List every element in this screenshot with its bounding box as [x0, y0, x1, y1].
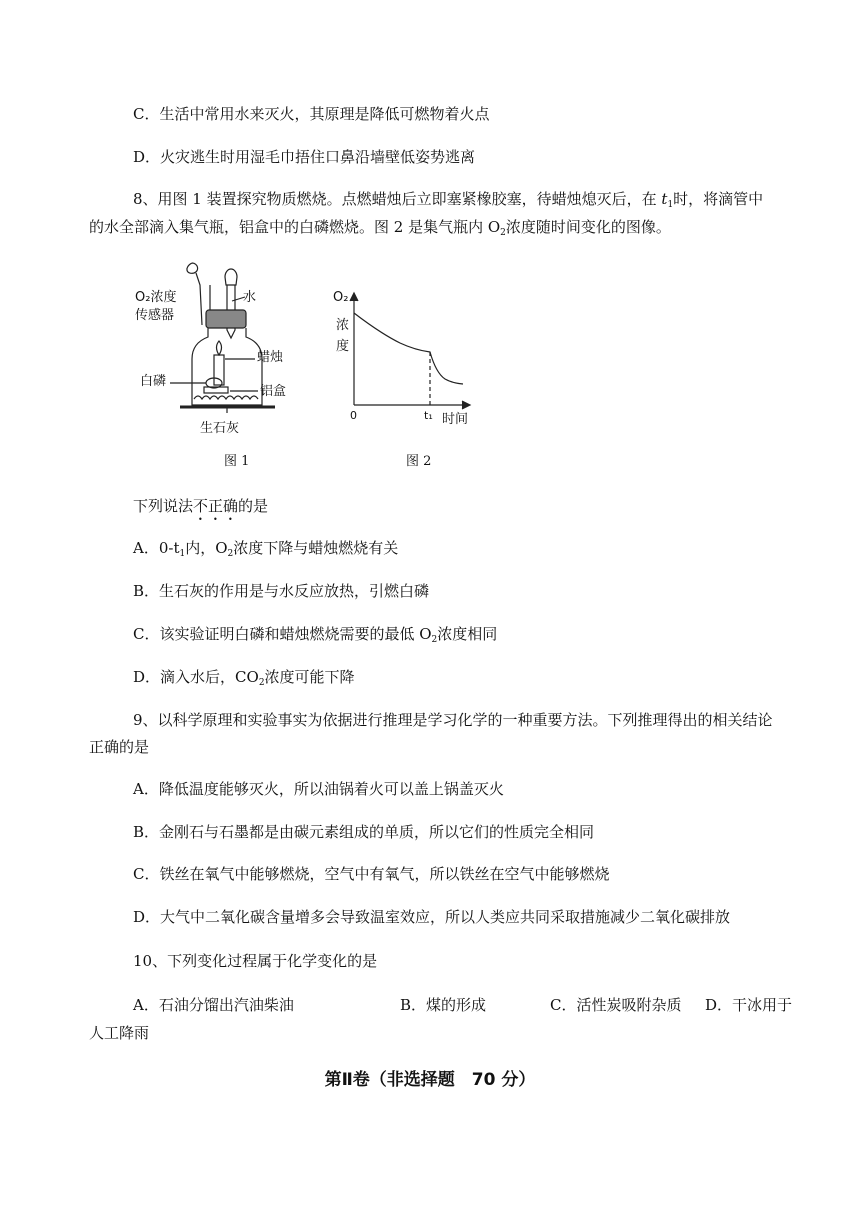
o2-concentration-curve [354, 313, 463, 384]
sensor-label-2: 传感器 [135, 308, 175, 323]
q8-opta-sub1: 1 [179, 549, 186, 559]
q8-opta-sub2: 2 [227, 549, 234, 559]
q8-opta-text-b: 内，O [185, 539, 228, 557]
q10-option-a: A．石油分馏出汽油柴油 [133, 996, 294, 1014]
t1-label: t₁ [424, 409, 433, 422]
q10-stem: 10、下列变化过程属于化学变化的是 [133, 952, 378, 970]
q8-prompt-b: 的是 [238, 497, 269, 515]
q10-option-b: B．煤的形成 [400, 996, 487, 1014]
q8-optc-text-b: 浓度相同 [437, 625, 498, 643]
q8-prompt-a: 下列说法 [133, 497, 194, 515]
q8-optc-text-a: C．该实验证明白磷和蜡烛燃烧需要的最低 O [133, 625, 432, 643]
x-axis-arrow [462, 401, 470, 409]
phosphorus-label: 白磷 [140, 374, 167, 389]
q8-stem2-text-b: 浓度随时间变化的图像。 [505, 218, 671, 236]
q7-option-c: C．生活中常用水来灭火，其原理是降低可燃物着火点 [133, 105, 490, 123]
q8-option-a [133, 538, 398, 564]
q8-stem-text-a: 8、用图 1 装置探究物质燃烧。点燃蜡烛后立即塞紧橡胶塞，待蜡烛熄灭后，在 [133, 190, 662, 208]
aluminum-box-label: 铝盒 [260, 384, 287, 399]
q8-stem2-sub: 2 [500, 228, 506, 238]
rubber-stopper [206, 310, 246, 328]
flame-icon [217, 341, 222, 355]
q10-option-c: C．活性炭吸附杂质 [550, 996, 682, 1014]
y-label-du: 度 [336, 339, 350, 354]
sensor-label-1: O₂浓度 [135, 290, 177, 305]
q8-option-b: B．生石灰的作用是与水反应放热，引燃白磷 [133, 582, 430, 600]
q7-option-d: D．火灾逃生时用湿毛巾捂住口鼻沿墙壁低姿势逃离 [133, 148, 476, 166]
section-title: 第Ⅱ卷（非选择题 70 分） [324, 1070, 536, 1090]
q9-option-b: B．金刚石与石墨都是由碳元素组成的单质，所以它们的性质完全相同 [133, 823, 595, 841]
quicklime-icon [194, 396, 258, 399]
y-label-o2: O₂ [333, 290, 349, 305]
q8-optd-text-a: D．滴入水后，CO [133, 668, 259, 686]
q8-prompt-emphasis: 不正确 [193, 497, 239, 515]
figure-2-labels [333, 290, 468, 469]
y-label-nong: 浓 [336, 318, 350, 333]
q9-option-d: D．大气中二氧化碳含量增多会导致温室效应，所以人类应共同采取措施减少二氧化碳排放 [133, 908, 731, 926]
q9-option-c: C．铁丝在氧气中能够燃烧，空气中有氧气，所以铁丝在空气中能够燃烧 [133, 865, 610, 883]
q8-figures [130, 255, 490, 470]
figure-1-caption: 图 1 [224, 454, 250, 469]
q9-stem-line2: 正确的是 [89, 738, 150, 756]
q8-stem2-text-a: 的水全部滴入集气瓶，铝盒中的白磷燃烧。图 2 是集气瓶内 O [89, 218, 501, 236]
x-label-time: 时间 [442, 412, 469, 427]
q8-prompt [133, 496, 268, 524]
q8-option-d [133, 667, 355, 693]
q8-optd-text-b: 浓度可能下降 [264, 668, 355, 686]
q9-option-a: A．降低温度能够灭火，所以油锅着火可以盖上锅盖灭火 [133, 780, 504, 798]
q8-optd-sub: 2 [258, 678, 265, 688]
y-axis-arrow [350, 293, 358, 301]
quicklime-label: 生石灰 [200, 421, 240, 436]
q10-option-d-continued: 人工降雨 [89, 1024, 150, 1042]
q10-option-d: D．干冰用于 [705, 996, 793, 1014]
figure-2-caption: 图 2 [406, 454, 432, 469]
q8-stem-text-b: 时，将滴管中 [673, 190, 764, 208]
q8-stem-t-sub: 1 [667, 200, 674, 210]
q8-stem-t: t [661, 190, 668, 208]
q8-stem-line2 [89, 217, 671, 243]
q8-opta-text-c: 浓度下降与蜡烛燃烧有关 [233, 539, 399, 557]
q8-opta-text-a: A．0-t [133, 539, 180, 557]
water-label: 水 [243, 290, 257, 305]
candle-label: 蜡烛 [257, 350, 284, 365]
q8-optc-sub: 2 [431, 635, 438, 645]
origin-label: 0 [350, 409, 357, 422]
q9-stem-line1: 9、以科学原理和实验事实为依据进行推理是学习化学的一种重要方法。下列推理得出的相关结论 [133, 711, 773, 729]
figure-2-graph [350, 293, 470, 409]
q8-stem-line1 [133, 189, 763, 215]
q8-option-c [133, 624, 497, 650]
candle-icon [214, 355, 224, 385]
